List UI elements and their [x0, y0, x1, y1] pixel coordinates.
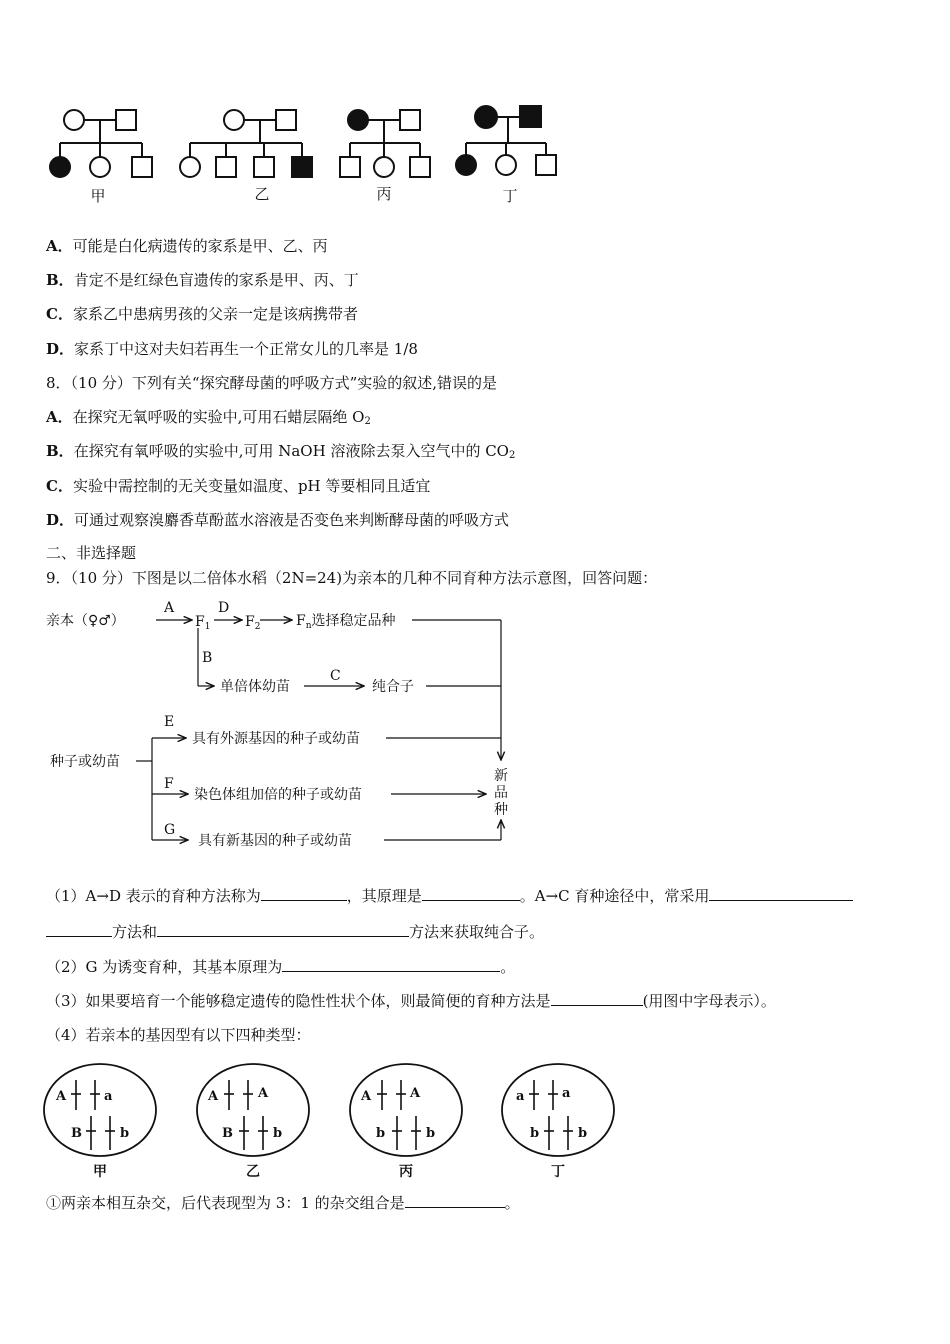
arrow-label-e: E	[164, 714, 175, 730]
q9-sub2: （2）G 为诱变育种，其基本原理为 。	[46, 958, 516, 976]
answer-blank[interactable]	[405, 1193, 505, 1208]
new-variety-char: 种	[494, 802, 508, 818]
pedigree-charts	[40, 95, 580, 210]
answer-blank[interactable]	[282, 957, 500, 972]
breeding-diagram	[46, 598, 526, 860]
q7-option-d[interactable]: D．家系丁中这对夫妇若再生一个正常女儿的几率是 1/8	[46, 340, 418, 358]
new-variety-char: 品	[494, 785, 508, 801]
new-variety-char: 新	[494, 768, 508, 784]
q7-option-b[interactable]: B．肯定不是红绿色盲遗传的家系是甲、丙、丁	[46, 271, 359, 289]
seed-label: 种子或幼苗	[50, 754, 120, 770]
genotype-cells	[40, 1060, 630, 1185]
arrow-label-d: D	[218, 600, 230, 616]
gene-label: A	[208, 1089, 219, 1104]
q9-sub1-line2: 方法和 方法来获取纯合子。	[46, 922, 544, 942]
e-text: 具有外源基因的种子或幼苗	[192, 731, 360, 747]
pedigree-label: 丁	[502, 187, 518, 205]
arrow-label-a: A	[164, 600, 175, 616]
gene-label: b	[578, 1126, 588, 1141]
q7-option-a[interactable]: A．可能是白化病遗传的家系是甲、乙、丙	[46, 237, 328, 255]
q8-option-a[interactable]: A．在探究无氧呼吸的实验中,可用石蜡层隔绝 $O_2$	[46, 408, 371, 427]
q8-option-d[interactable]: D．可通过观察溴麝香草酚蓝水溶液是否变色来判断酵母菌的呼吸方式	[46, 511, 510, 529]
pedigree-label: 甲	[90, 187, 106, 205]
q9-sub4: （4）若亲本的基因型有以下四种类型：	[46, 1026, 311, 1044]
pedigree-label: 丙	[376, 185, 392, 203]
section-title: 二、非选择题	[46, 544, 137, 562]
cell-label: 丙	[399, 1164, 413, 1180]
gene-label: B	[222, 1126, 233, 1141]
arrow-label-g: G	[164, 822, 176, 838]
q7-option-c[interactable]: C．家系乙中患病男孩的父亲一定是该病携带者	[46, 305, 358, 323]
arrow-label-b: B	[202, 650, 213, 666]
f1-label: $F_1$	[195, 614, 211, 632]
gene-label: b	[273, 1126, 283, 1141]
gene-label: a	[562, 1086, 571, 1101]
haploid-label: 单倍体幼苗	[220, 679, 290, 695]
answer-blank[interactable]	[709, 886, 853, 901]
arrow-label-f: F	[164, 776, 174, 792]
answer-blank[interactable]	[157, 922, 409, 937]
gene-label: B	[71, 1126, 82, 1141]
answer-blank[interactable]	[422, 886, 520, 901]
pedigree-bing	[340, 110, 430, 177]
answer-blank[interactable]	[46, 922, 112, 937]
pedigree-jia	[50, 110, 152, 177]
cell-label: 乙	[246, 1164, 260, 1180]
g-text: 具有新基因的种子或幼苗	[198, 833, 352, 849]
arrow-label-c: C	[330, 668, 341, 684]
q8-option-b[interactable]: B．在探究有氧呼吸的实验中,可用 NaOH 溶液除去泵入空气中的 $CO_2$	[46, 442, 516, 461]
gene-label: a	[104, 1089, 113, 1104]
q8-option-c[interactable]: C．实验中需控制的无关变量如温度、pH 等要相同且适宜	[46, 477, 431, 495]
f2-label: $F_2$	[245, 614, 261, 632]
q9-stem: 9．（10 分）下图是以二倍体水稻（2N=24)为亲本的几种不同育种方法示意图，回答问题：	[46, 569, 658, 587]
q8-stem: 8．（10 分）下列有关“探究酵母菌的呼吸方式”实验的叙述,错误的是	[46, 374, 498, 392]
gene-label: b	[426, 1126, 436, 1141]
parent-label: 亲本（♀♂）	[46, 613, 125, 629]
gene-label: b	[120, 1126, 130, 1141]
gene-label: A	[56, 1089, 67, 1104]
gene-label: A	[258, 1086, 269, 1101]
pedigree-yi	[180, 110, 312, 177]
q9-sub3: （3）如果要培育一个能够稳定遗传的隐性性状个体，则最简便的育种方法是 (用图中字母表示）。	[46, 992, 776, 1010]
pure-label: 纯合子	[372, 679, 414, 695]
q9-sub1-line1: （1）A→D 表示的育种方法称为 ，其原理是 。A→C 育种途径中，常采用	[46, 886, 853, 906]
gene-label: b	[530, 1126, 540, 1141]
f-text: 染色体组加倍的种子或幼苗	[194, 787, 362, 803]
gene-label: A	[361, 1089, 372, 1104]
cell-label: 丁	[551, 1164, 565, 1180]
q9-sub4-1: ①两亲本相互杂交，后代表现型为 3：1 的杂交组合是 。	[46, 1194, 520, 1212]
answer-blank[interactable]	[261, 886, 347, 901]
cell-label: 甲	[93, 1164, 107, 1180]
gene-label: b	[376, 1126, 386, 1141]
fn-label: $F_n$选择稳定品种	[296, 613, 396, 631]
gene-label: a	[516, 1089, 525, 1104]
pedigree-label: 乙	[254, 185, 270, 203]
answer-blank[interactable]	[551, 991, 643, 1006]
pedigree-ding	[456, 106, 556, 175]
gene-label: A	[410, 1086, 421, 1101]
